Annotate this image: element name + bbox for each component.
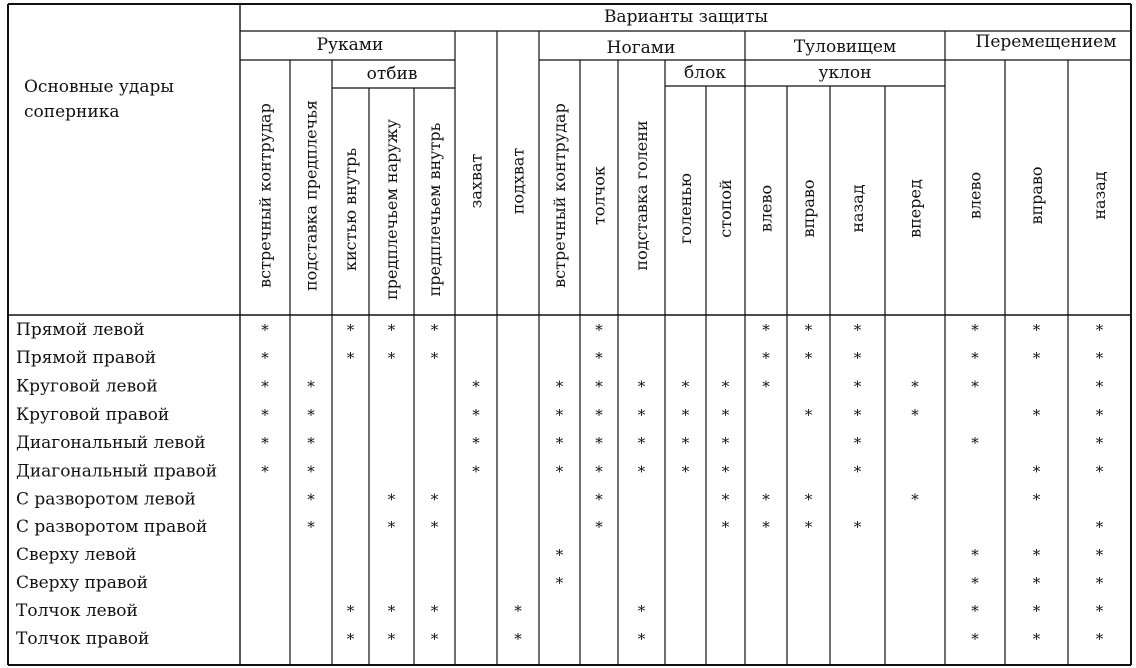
- mark-asterisk: *: [307, 377, 315, 396]
- mark-asterisk: *: [307, 434, 315, 452]
- mark-asterisk: *: [555, 377, 564, 396]
- group-legs: Ногами: [606, 38, 676, 58]
- row-label: С разворотом правой: [16, 517, 208, 537]
- mark-asterisk: *: [971, 377, 979, 396]
- mark-asterisk: *: [762, 377, 770, 396]
- mark-asterisk: *: [346, 630, 355, 648]
- mark-asterisk: *: [1095, 518, 1104, 536]
- row-label: Круговой правой: [16, 405, 170, 425]
- mark-asterisk: *: [804, 321, 813, 339]
- mark-asterisk: *: [555, 546, 564, 564]
- mark-asterisk: *: [721, 377, 730, 396]
- mark-asterisk: *: [514, 630, 522, 648]
- column-header-5: предплечьем внутрь: [425, 122, 444, 297]
- mark-asterisk: *: [555, 574, 564, 592]
- mark-asterisk: *: [1095, 434, 1104, 452]
- mark-asterisk: *: [307, 462, 315, 481]
- mark-asterisk: *: [595, 462, 603, 481]
- mark-asterisk: *: [804, 518, 813, 536]
- mark-asterisk: *: [1095, 602, 1104, 620]
- mark-asterisk: *: [853, 321, 862, 339]
- mark-asterisk: *: [595, 377, 603, 396]
- mark-asterisk: *: [1032, 574, 1041, 592]
- mark-asterisk: *: [307, 490, 315, 509]
- mark-asterisk: *: [430, 321, 439, 339]
- column-header-2: подставка предплечья: [301, 99, 321, 292]
- mark-asterisk: *: [721, 518, 730, 536]
- mark-asterisk: *: [1032, 490, 1041, 509]
- mark-asterisk: *: [1095, 546, 1104, 564]
- mark-asterisk: *: [555, 406, 564, 424]
- column-header-4: предплечьем наружу: [382, 119, 401, 300]
- row-label: Прямой правой: [16, 348, 157, 368]
- mark-asterisk: *: [430, 349, 439, 367]
- mark-asterisk: *: [387, 349, 396, 367]
- mark-asterisk: *: [637, 434, 646, 452]
- mark-asterisk: *: [472, 434, 480, 452]
- corner-label-line2: соперника: [24, 102, 120, 122]
- mark-asterisk: *: [555, 462, 564, 481]
- row-label: С разворотом левой: [16, 489, 196, 510]
- column-header-8: встречный контрудар: [550, 103, 569, 288]
- column-header-6: захват: [466, 153, 486, 209]
- subgroup-deflect: отбив: [366, 64, 418, 84]
- mark-asterisk: *: [1032, 349, 1041, 367]
- mark-asterisk: *: [1032, 462, 1041, 481]
- table-grid: [8, 4, 1131, 665]
- mark-asterisk: *: [595, 349, 603, 367]
- mark-asterisk: *: [1032, 406, 1041, 424]
- mark-asterisk: *: [595, 406, 603, 424]
- mark-asterisk: *: [472, 377, 480, 396]
- column-header-13: влево: [756, 184, 776, 233]
- row-label: Толчок левой: [16, 601, 138, 621]
- column-header-17: влево: [965, 171, 985, 220]
- table-marks: [261, 321, 1104, 648]
- mark-asterisk: *: [762, 518, 770, 536]
- mark-asterisk: *: [681, 377, 690, 396]
- mark-asterisk: *: [853, 406, 862, 424]
- column-header-14: вправо: [799, 179, 818, 238]
- row-label: Сверху правой: [16, 573, 148, 593]
- mark-asterisk: *: [346, 602, 355, 620]
- mark-asterisk: *: [1095, 462, 1104, 481]
- mark-asterisk: *: [307, 406, 315, 424]
- mark-asterisk: *: [971, 602, 979, 620]
- row-label: Диагональный правой: [16, 461, 218, 482]
- mark-asterisk: *: [853, 349, 862, 367]
- mark-asterisk: *: [261, 406, 269, 424]
- mark-asterisk: *: [1095, 377, 1104, 396]
- row-label: Прямой левой: [16, 320, 145, 340]
- mark-asterisk: *: [804, 490, 813, 509]
- table-title: Варианты защиты: [603, 7, 769, 27]
- column-header-10: подставка голени: [632, 120, 651, 271]
- mark-asterisk: *: [637, 602, 646, 620]
- mark-asterisk: *: [1095, 321, 1104, 339]
- mark-asterisk: *: [853, 462, 862, 481]
- mark-asterisk: *: [1095, 630, 1104, 648]
- mark-asterisk: *: [721, 406, 730, 424]
- mark-asterisk: *: [853, 377, 862, 396]
- mark-asterisk: *: [721, 490, 730, 509]
- row-labels: [16, 320, 217, 649]
- column-header-19: назад: [1090, 171, 1109, 220]
- mark-asterisk: *: [681, 434, 690, 452]
- mark-asterisk: *: [430, 602, 439, 620]
- mark-asterisk: *: [971, 630, 979, 648]
- mark-asterisk: *: [346, 349, 355, 367]
- mark-asterisk: *: [387, 490, 396, 509]
- mark-asterisk: *: [387, 630, 396, 648]
- mark-asterisk: *: [971, 321, 979, 339]
- mark-asterisk: *: [762, 490, 770, 509]
- mark-asterisk: *: [430, 490, 439, 509]
- mark-asterisk: *: [595, 490, 603, 509]
- subgroup-block: блок: [684, 63, 726, 83]
- mark-asterisk: *: [804, 349, 813, 367]
- mark-asterisk: *: [595, 434, 603, 452]
- mark-asterisk: *: [853, 518, 862, 536]
- mark-asterisk: *: [971, 349, 979, 367]
- mark-asterisk: *: [911, 377, 919, 396]
- group-movement: Перемещением: [975, 32, 1117, 52]
- column-header-7: подхват: [508, 147, 528, 215]
- mark-asterisk: *: [1095, 406, 1104, 424]
- mark-asterisk: *: [387, 321, 396, 339]
- mark-asterisk: *: [261, 321, 269, 339]
- mark-asterisk: *: [1032, 546, 1041, 564]
- mark-asterisk: *: [681, 406, 690, 424]
- mark-asterisk: *: [911, 490, 919, 509]
- mark-asterisk: *: [1032, 602, 1041, 620]
- mark-asterisk: *: [637, 462, 646, 481]
- mark-asterisk: *: [595, 518, 603, 536]
- mark-asterisk: *: [911, 406, 919, 424]
- column-headers: [256, 100, 1110, 300]
- column-header-15: назад: [848, 184, 867, 233]
- column-header-12: стопой: [716, 179, 735, 238]
- mark-asterisk: *: [307, 518, 315, 536]
- mark-asterisk: *: [637, 630, 646, 648]
- mark-asterisk: *: [1095, 574, 1104, 592]
- mark-asterisk: *: [261, 462, 269, 481]
- mark-asterisk: *: [387, 518, 396, 536]
- mark-asterisk: *: [762, 349, 770, 367]
- mark-asterisk: *: [472, 462, 480, 481]
- mark-asterisk: *: [1032, 630, 1041, 648]
- mark-asterisk: *: [971, 434, 979, 452]
- mark-asterisk: *: [637, 406, 646, 424]
- mark-asterisk: *: [387, 602, 396, 620]
- column-header-3: кистью внутрь: [341, 147, 360, 272]
- mark-asterisk: *: [430, 630, 439, 648]
- mark-asterisk: *: [261, 377, 269, 396]
- mark-asterisk: *: [514, 602, 522, 620]
- corner-label-line1: Основные удары: [24, 77, 174, 97]
- column-header-11: голенью: [676, 173, 695, 244]
- group-hands: Руками: [316, 35, 384, 55]
- row-label: Толчок правой: [16, 629, 150, 649]
- mark-asterisk: *: [346, 321, 355, 339]
- mark-asterisk: *: [261, 434, 269, 452]
- group-torso: Туловищем: [793, 37, 897, 57]
- mark-asterisk: *: [555, 434, 564, 452]
- mark-asterisk: *: [681, 462, 690, 481]
- mark-asterisk: *: [971, 574, 979, 592]
- row-label: Диагональный левой: [16, 433, 206, 453]
- mark-asterisk: *: [853, 434, 862, 452]
- column-header-1: встречный контрудар: [255, 103, 275, 288]
- mark-asterisk: *: [261, 349, 269, 367]
- column-header-18: вправо: [1027, 166, 1046, 225]
- mark-asterisk: *: [971, 546, 979, 564]
- mark-asterisk: *: [595, 321, 603, 339]
- row-label: Круговой левой: [16, 376, 158, 397]
- mark-asterisk: *: [804, 406, 813, 424]
- row-label: Сверху левой: [16, 545, 137, 565]
- mark-asterisk: *: [721, 434, 730, 452]
- subgroup-dodge: уклон: [818, 63, 872, 83]
- mark-asterisk: *: [1032, 321, 1041, 339]
- mark-asterisk: *: [637, 377, 646, 396]
- mark-asterisk: *: [1095, 349, 1104, 367]
- mark-asterisk: *: [762, 321, 770, 339]
- mark-asterisk: *: [472, 406, 480, 424]
- mark-asterisk: *: [430, 518, 439, 536]
- column-header-16: вперед: [905, 179, 925, 238]
- column-header-9: толчок: [589, 166, 609, 225]
- mark-asterisk: *: [721, 462, 730, 481]
